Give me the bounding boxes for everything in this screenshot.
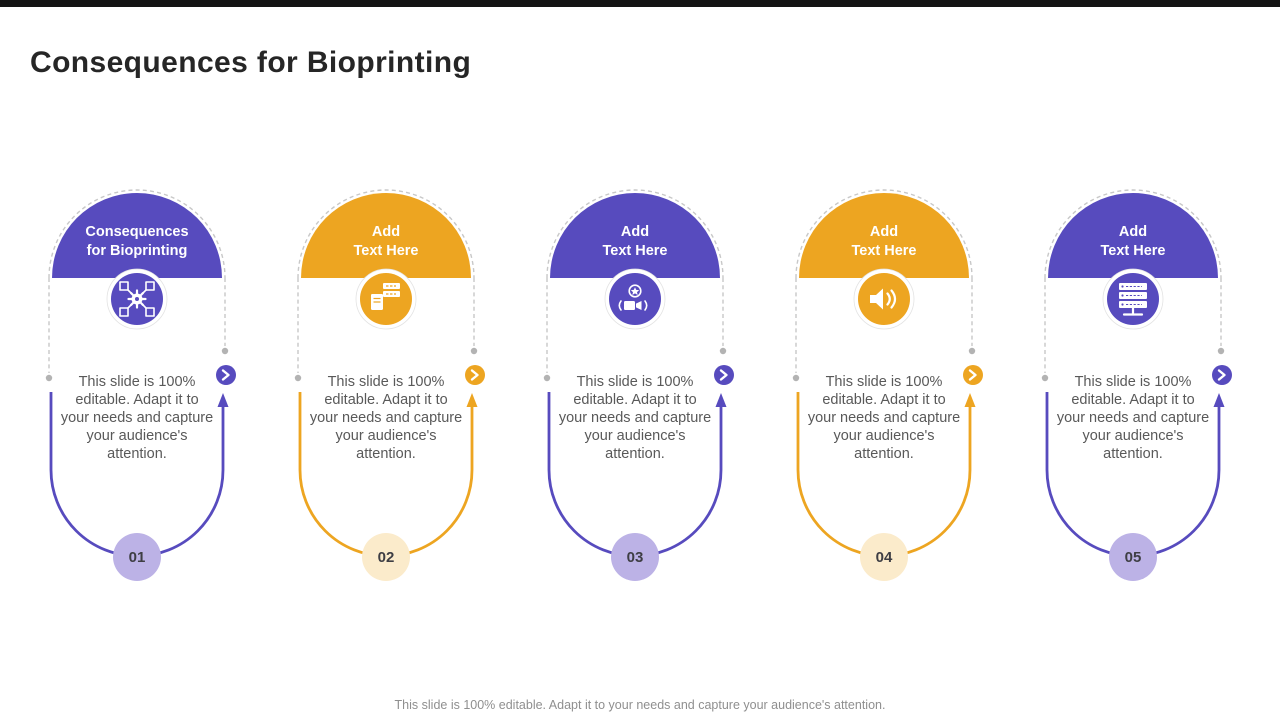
step-description: This slide is 100% editable. Adapt it to your needs and capture your audience's attention. xyxy=(309,374,463,462)
chevron-button[interactable] xyxy=(714,365,734,385)
step-number: 05 xyxy=(1109,533,1157,581)
step-number: 04 xyxy=(860,533,908,581)
chevron-button[interactable] xyxy=(465,365,485,385)
step-number: 01 xyxy=(113,533,161,581)
step-column-4 xyxy=(759,180,1009,620)
icon-badge xyxy=(854,269,914,329)
step-description: This slide is 100% editable. Adapt it to your needs and capture your audience's attention. xyxy=(60,374,214,462)
step-number: 03 xyxy=(611,533,659,581)
icon-badge xyxy=(605,269,665,329)
icon-badge xyxy=(356,269,416,329)
step-column-5 xyxy=(1008,180,1258,620)
step-column-1 xyxy=(12,180,262,620)
step-column-3 xyxy=(510,180,760,620)
step-description: This slide is 100% editable. Adapt it to your needs and capture your audience's attention. xyxy=(1056,374,1210,462)
step-column-2 xyxy=(261,180,511,620)
step-heading[interactable]: Consequences for Bioprinting xyxy=(85,224,189,259)
chevron-button[interactable] xyxy=(1212,365,1232,385)
chevron-button[interactable] xyxy=(216,365,236,385)
top-accent-bar xyxy=(0,0,1280,7)
page-title: Consequences for Bioprinting xyxy=(30,46,472,80)
step-heading[interactable]: Add Text Here xyxy=(851,224,917,259)
chevron-button[interactable] xyxy=(963,365,983,385)
footer-note: This slide is 100% editable. Adapt it to your needs and capture your audience's attention. xyxy=(394,698,886,712)
step-description: This slide is 100% editable. Adapt it to your needs and capture your audience's attention. xyxy=(807,374,961,462)
step-heading[interactable]: Add Text Here xyxy=(353,224,419,259)
step-number: 02 xyxy=(362,533,410,581)
step-heading[interactable]: Add Text Here xyxy=(602,224,668,259)
step-description: This slide is 100% editable. Adapt it to your needs and capture your audience's attention. xyxy=(558,374,712,462)
step-heading[interactable]: Add Text Here xyxy=(1100,224,1166,259)
